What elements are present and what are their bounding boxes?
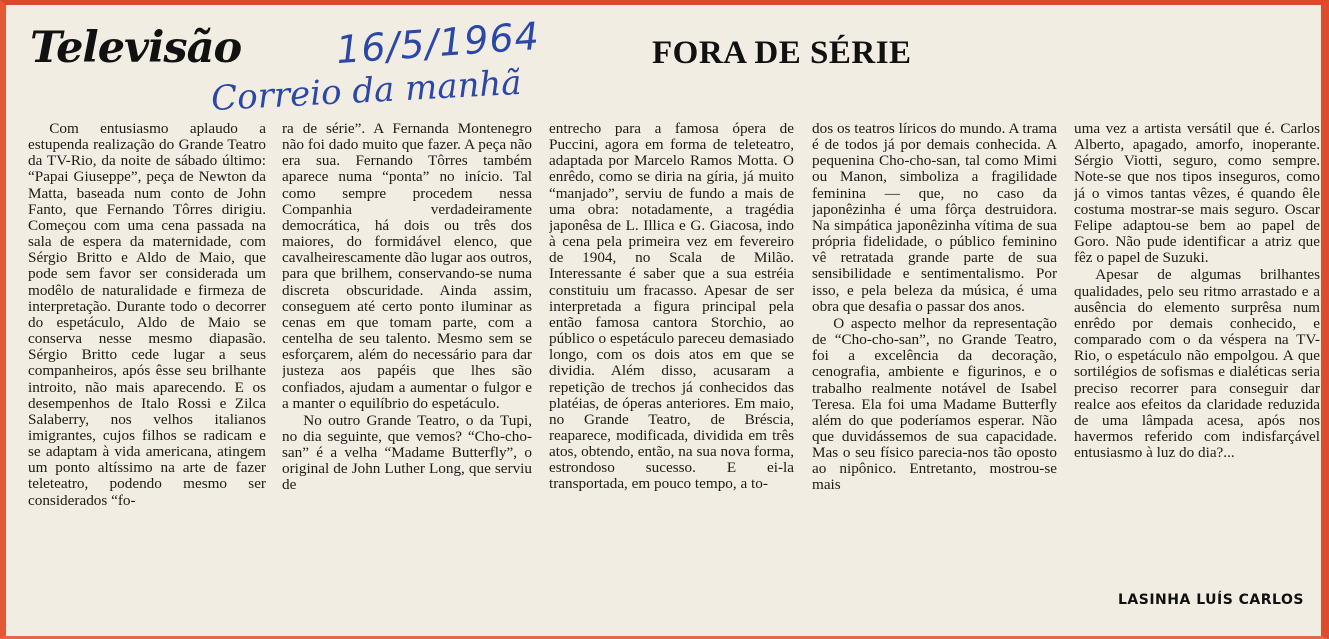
section-title: Televisão bbox=[30, 23, 242, 73]
column-2 bbox=[282, 121, 532, 611]
author-signature: LASINHA LUÍS CARLOS bbox=[1118, 592, 1304, 608]
paragraph: Com entusiasmo aplaudo a estupenda realização do Grande Teatro da TV-Rio, da noite de sábado último: “Papai Giuseppe”, peça de Newton da Matta, baseada num conto de John Fanto, que Fernando Tôrres dirigiu. Começou com uma cena passada na sala de espera da maternidade, com Sérgio Britto e Aldo de Maio, que pode sem favor ser considerada um modêlo de naturalidade e firmeza de interpretação. Durante todo o decorrer do espetáculo, Aldo de Maio se conserva nesse mesmo diapasão. Sérgio Britto cede lugar a seus companheiros, após êsse seu brilhante introito, não mais aparecendo. E os desempenhos de Italo Rossi e Zilca Salaberry, nos velhos italianos imigrantes, cujos filhos se radicam e se adaptam à vida americana, atingem um ponto altíssimo na arte de fazer teleteatro, podendo mesmo ser considerados “fo- bbox=[28, 121, 266, 509]
article-headline: FORA DE SÉRIE bbox=[652, 35, 912, 71]
paragraph: ra de série”. A Fernanda Montenegro não foi dado muito que fazer. A peça não era sua. Fernando Tôrres também aparece numa “ponta” no início. Tal como sempre procedem nessa Companhia verdadeiramente democrática, há dois ou três dos maiores, do formidável elenco, que cavalheirescamente dão lugar aos outros, para que brilhem, conservando-se numa discreta obscuridade. Ainda assim, conseguem até certo ponto iluminar as cenas em que tomam parte, com a centelha de seu talento. Mesmo sem se esforçarem, além do necessário para dar justeza aos papéis que lhes são confiados, ajudam a aumentar o fulgor e a manter o equilíbrio do espetáculo. bbox=[282, 121, 532, 412]
paragraph: Apesar de algumas brilhantes qualidades, pelo seu ritmo arrastado e a ausência do elemento surprêsa num enrêdo por demais conhecido, e comparado com o da véspera na TV-Rio, o espetáculo não empolgou. A que sortilégios de sofismas e dialéticas seria preciso recorrer para conseguir dar realce aos efeitos da claridade reduzida de uma lâmpada acesa, após nos havermos referido com indisfarçável entusiasmo à luz do dia?... bbox=[1074, 266, 1320, 462]
paragraph: dos os teatros líricos do mundo. A trama é de todos já por demais conhecida. A pequenina Cho-cho-san, tal como Mimi ou Manon, simboliza a fragilidade feminina — que, no caso da japonêzinha é uma fôrça destruidora. Na simpática japonêzinha vítima de sua própria fidelidade, o público feminino vê retratada grande parte de sua sensibilidade e sentimentalismo. Por isso, e pela beleza da música, é uma obra que desafia o passar dos anos. bbox=[812, 121, 1057, 315]
paragraph: O aspecto melhor da representação de “Cho-cho-san”, no Grande Teatro, foi a excelência da decoração, cenografia, ambiente e figurinos, e o trabalho realmente notável de Isabel Teresa. Ela foi uma Madame Butterfly além do que poderíamos esperar. Não que duvidássemos de sua capacidade. Mas o seu físico parecia-nos tão oposto ao nipônico. Entretanto, mostrou-se mais bbox=[812, 314, 1057, 494]
paragraph: entrecho para a famosa ópera de Puccini, agora em forma de teleteatro, adaptada por Marcelo Ramos Motta. O enrêdo, como se diria na gíria, já muito “manjado”, serviu de fundo a mais de uma obra: notadamente, a tragédia japonêsa de L. Illica e G. Giacosa, indo à cena pela primeira vez em fevereiro de 1904, no Scala de Milão. Interessante é saber que a sua estréia constituiu um fracasso. Apesar de ser interpretada a figura principal pela então famosa cantora Storchio, ao público o espetáculo pareceu demasiado longo, com os dois atos em que se dividia. Além disso, acusaram a repetição de trechos já conhecidos das platéias, de óperas anteriores. Em maio, no Grande Teatro, de Bréscia, reaparece, modificada, dividida em três atos, obtendo, então, na sua nova forma, estrondoso sucesso. E ei-la transportada, em pouco tempo, a to- bbox=[549, 121, 794, 493]
column-1 bbox=[28, 121, 266, 611]
handwritten-source: Correio da manhã bbox=[210, 62, 523, 120]
column-5 bbox=[1074, 121, 1320, 611]
paragraph: No outro Grande Teatro, o da Tupi, no dia seguinte, que vemos? “Cho-cho-san” é a velha “Madame Butterfly”, o original de John Luther Long, que serviu de bbox=[282, 411, 532, 494]
column-4 bbox=[812, 121, 1057, 611]
article-body bbox=[6, 121, 1329, 611]
handwritten-date: 16/5/1964 bbox=[334, 13, 542, 73]
paragraph: uma vez a artista versátil que é. Carlos Alberto, apagado, amorfo, inoperante. Sérgio Viotti, seguro, como sempre. Note-se que nos tipos inseguros, como já o vimos tantas vêzes, é quando êle costuma mostrar-se mais seguro. Oscar Felipe adaptou-se bem ao papel de Goro. Não pude identificar a atriz que fêz o papel de Suzuki. bbox=[1074, 121, 1320, 267]
column-3 bbox=[549, 121, 794, 611]
